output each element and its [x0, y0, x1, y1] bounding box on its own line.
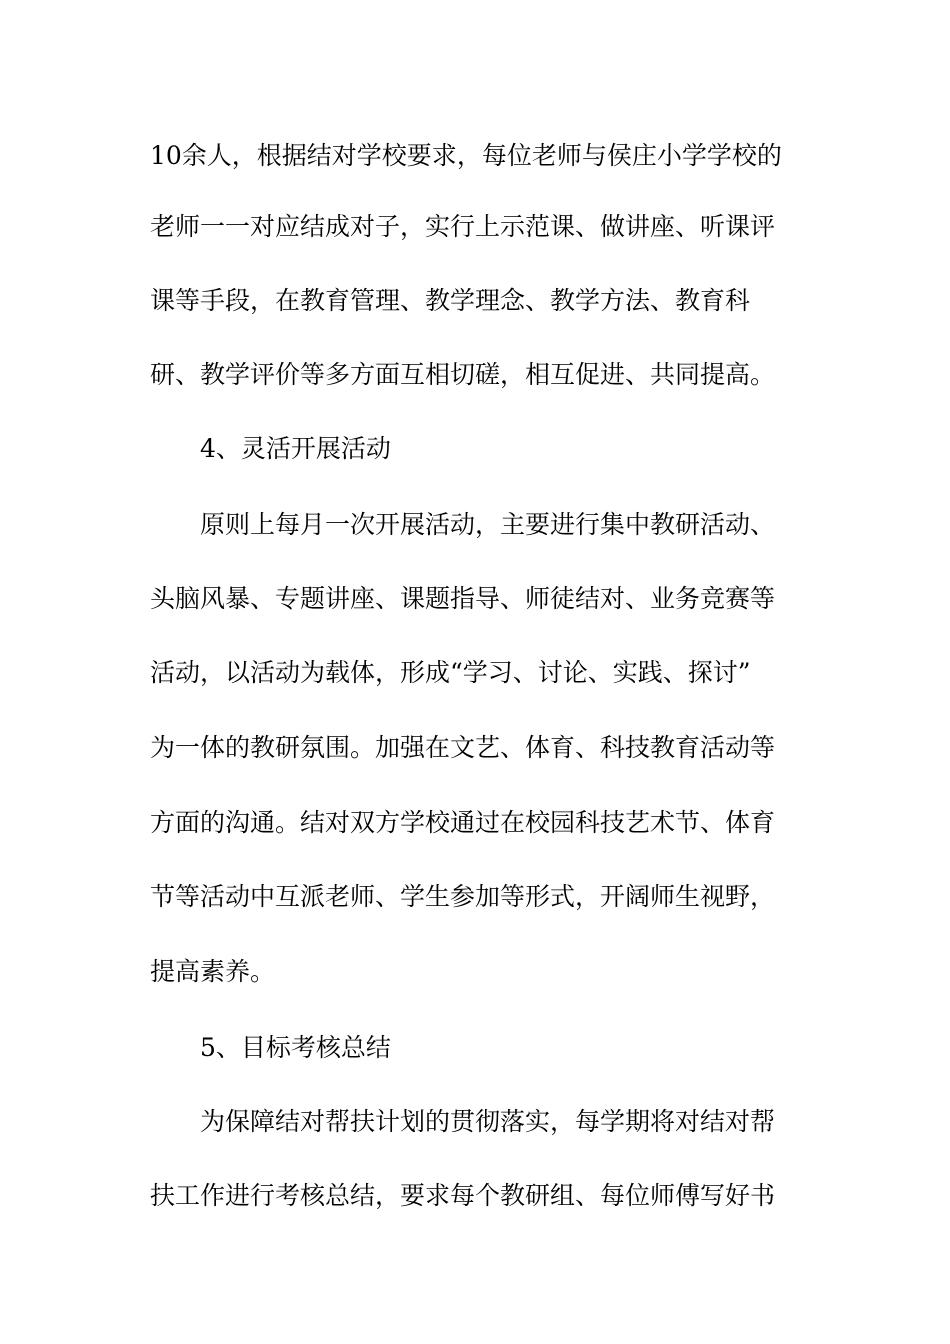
- paragraph-line: 头脑风暴、专题讲座、课题指导、师徒结对、业务竞赛等: [150, 584, 776, 613]
- paragraph-line: 为一体的教研氛围。加强在文艺、体育、科技教育活动等: [150, 733, 776, 762]
- paragraph-line: 课等手段，在教育管理、教学理念、教学方法、教育科: [150, 286, 751, 315]
- paragraph-line: 提高素养。: [150, 957, 276, 986]
- section-heading-5: 5、目标考核总结: [200, 1033, 391, 1062]
- paragraph-line: 节等活动中互派老师、学生参加等形式，开阔师生视野，: [150, 882, 776, 911]
- paragraph-line: 原则上每月一次开展活动，主要进行集中教研活动、: [200, 510, 776, 539]
- paragraph-line: 老师一一对应结成对子，实行上示范课、做讲座、听课评: [150, 212, 776, 241]
- paragraph-line: 活动，以活动为载体，形成“学习、讨论、实践、探讨”: [150, 658, 751, 687]
- paragraph-line: 10余人，根据结对学校要求，每位老师与侯庄小学学校的: [150, 141, 782, 170]
- paragraph-line: 为保障结对帮扶计划的贯彻落实，每学期将对结对帮: [200, 1107, 776, 1136]
- paragraph-line: 方面的沟通。结对双方学校通过在校园科技艺术节、体育: [150, 808, 776, 837]
- paragraph-line: 研、教学评价等多方面互相切磋，相互促进、共同提高。: [150, 360, 776, 389]
- section-heading-4: 4、灵活开展活动: [200, 434, 391, 463]
- paragraph-line: 扶工作进行考核总结，要求每个教研组、每位师傅写好书: [150, 1181, 776, 1210]
